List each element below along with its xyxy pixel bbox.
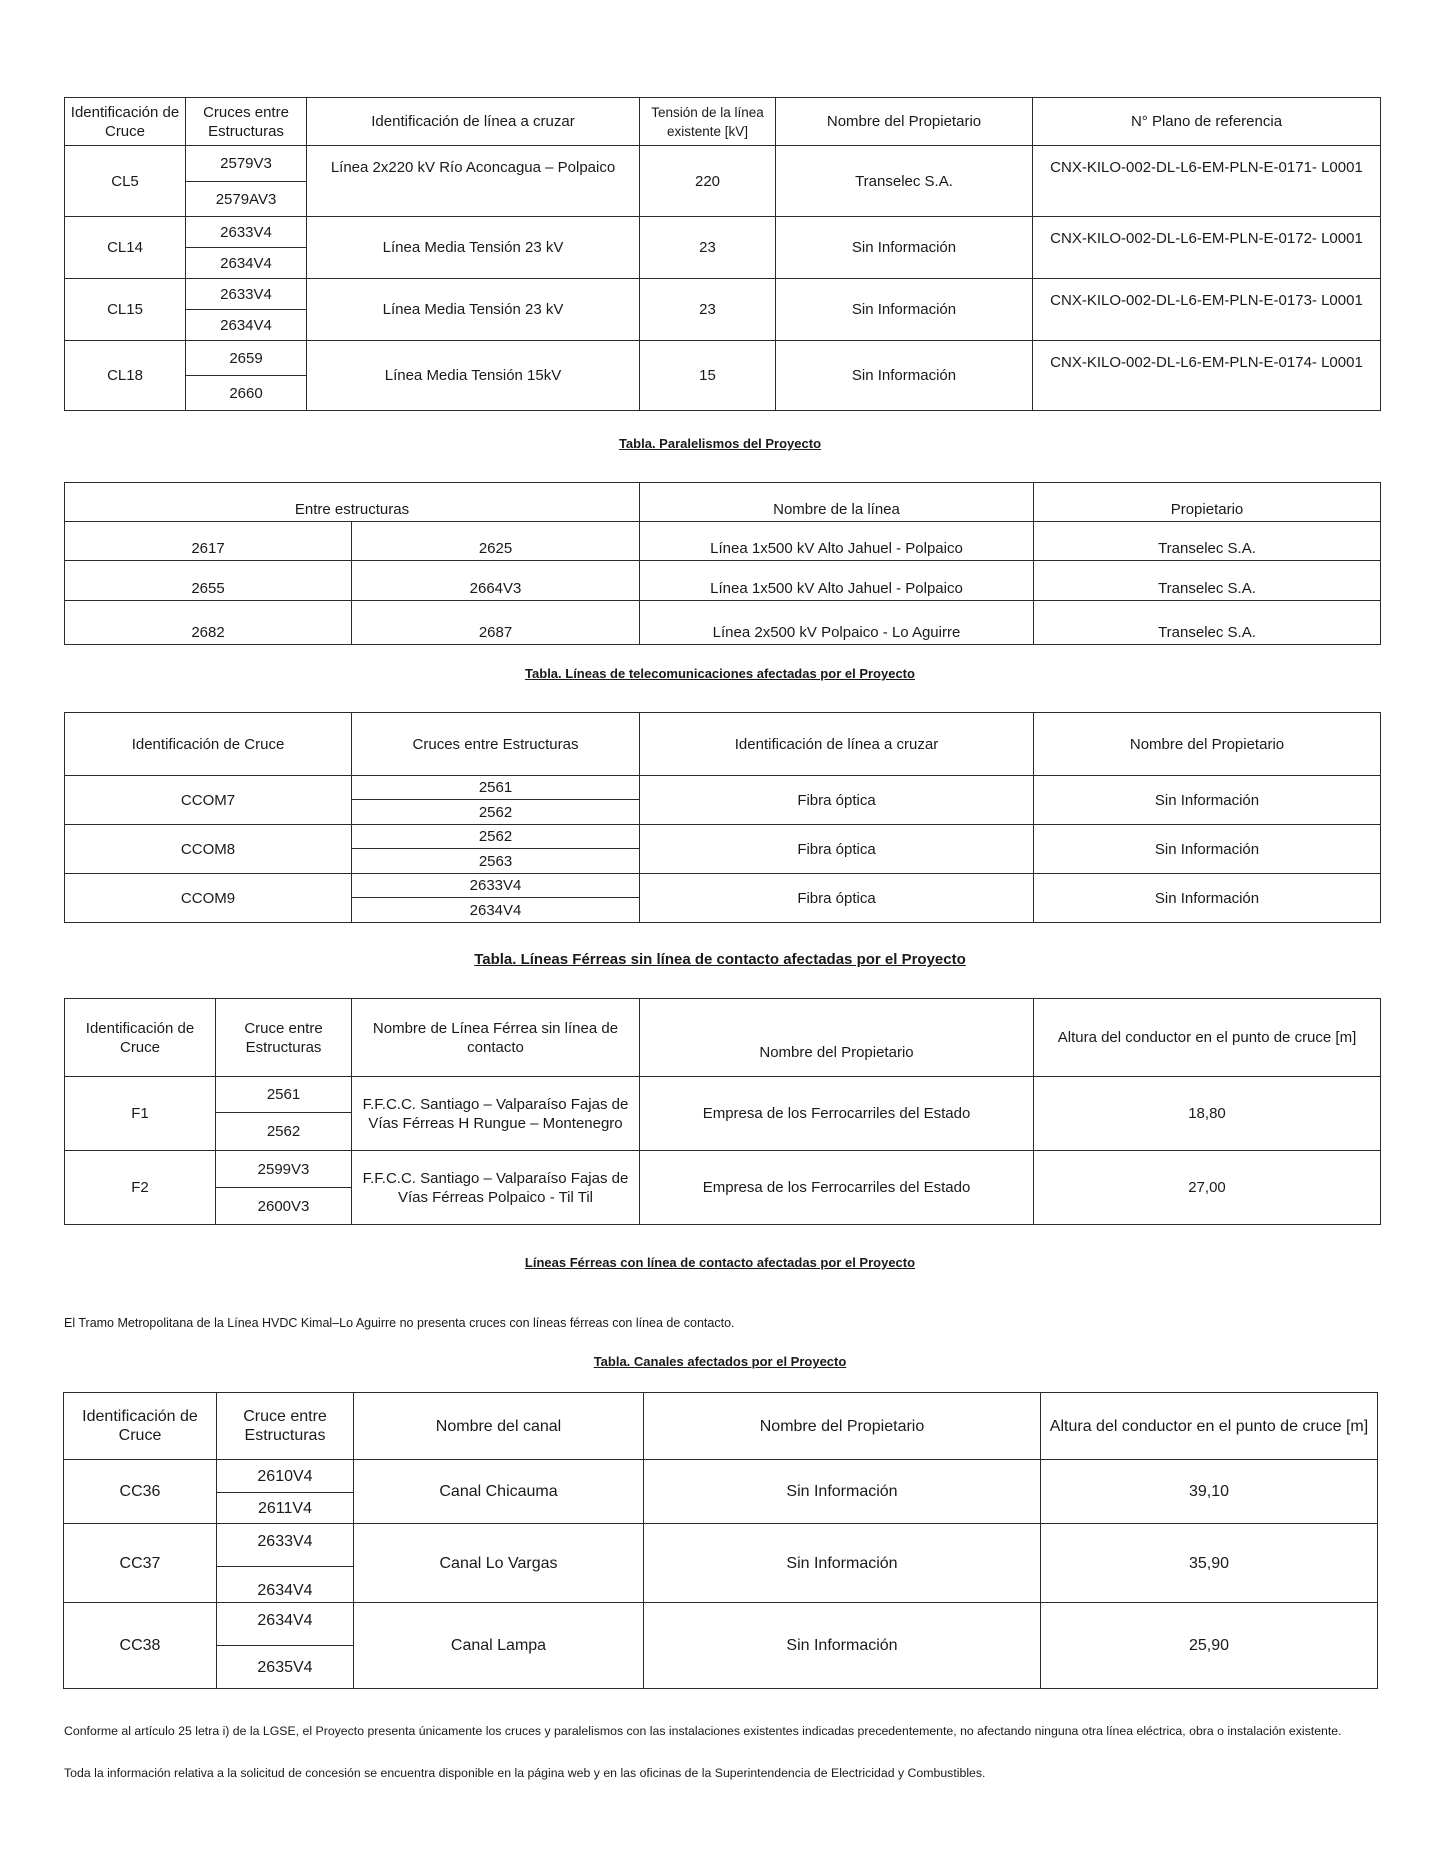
structure-cell: 2599V3 xyxy=(216,1151,352,1188)
conductor-height: 39,10 xyxy=(1041,1460,1378,1524)
structure-cell: 2634V4 xyxy=(217,1567,354,1603)
header-cell: Nombre del canal xyxy=(354,1393,644,1460)
owner: Transelec S.A. xyxy=(776,146,1033,217)
header-row xyxy=(65,999,1381,1077)
header-cell: Nombre del Propietario xyxy=(644,1393,1041,1460)
header-row xyxy=(65,713,1381,776)
structure-cell: 2562 xyxy=(352,825,640,849)
owner: Transelec S.A. xyxy=(1034,522,1381,561)
crossing-id: CCOM9 xyxy=(65,874,352,923)
structure-cell: 2634V4 xyxy=(186,248,307,279)
owner: Sin Información xyxy=(644,1524,1041,1603)
header-cell: Identificación de Cruce xyxy=(65,98,186,146)
cruces-table xyxy=(64,97,1381,411)
structure-cell: 2633V4 xyxy=(186,279,307,310)
table-row xyxy=(65,146,1381,182)
line-name: Fibra óptica xyxy=(640,776,1034,825)
line-name: Línea 2x220 kV Río Aconcagua – Polpaico xyxy=(307,146,640,217)
header-cell: Identificación de línea a cruzar xyxy=(640,713,1034,776)
structure-cell: 2625 xyxy=(352,522,640,561)
plan-reference: CNX-KILO-002-DL-L6-EM-PLN-E-0174- L0001 xyxy=(1033,341,1381,411)
structure-cell: 2634V4 xyxy=(352,898,640,923)
crossing-id: CL14 xyxy=(65,217,186,279)
caption-telecom: Tabla. Líneas de telecomunicaciones afectadas por el Proyecto xyxy=(525,666,915,681)
structure-cell: 2664V3 xyxy=(352,561,640,601)
line-name: Línea Media Tensión 15kV xyxy=(307,341,640,411)
table-row xyxy=(65,825,1381,849)
header-cell: Altura del conductor en el punto de cruce [m] xyxy=(1041,1393,1378,1460)
table-row xyxy=(65,1077,1381,1113)
header-cell: Propietario xyxy=(1034,483,1381,522)
structure-cell: 2579V3 xyxy=(186,146,307,182)
voltage: 23 xyxy=(640,217,776,279)
header-cell: N° Plano de referencia xyxy=(1033,98,1381,146)
conductor-height: 27,00 xyxy=(1034,1151,1381,1225)
voltage: 220 xyxy=(640,146,776,217)
structure-cell: 2655 xyxy=(65,561,352,601)
line-name: Línea Media Tensión 23 kV xyxy=(307,279,640,341)
table-row xyxy=(65,217,1381,248)
crossing-id: CL5 xyxy=(65,146,186,217)
crossing-id: CC37 xyxy=(64,1524,217,1603)
owner: Sin Información xyxy=(644,1460,1041,1524)
canales-table xyxy=(63,1392,1378,1689)
crossing-id: CC36 xyxy=(64,1460,217,1524)
canal-name: Canal Lampa xyxy=(354,1603,644,1689)
table-row xyxy=(64,1603,1378,1646)
header-row xyxy=(65,483,1381,522)
line-name: Línea 1x500 kV Alto Jahuel - Polpaico xyxy=(640,522,1034,561)
conductor-height: 18,80 xyxy=(1034,1077,1381,1151)
table-row xyxy=(65,601,1381,645)
owner: Sin Información xyxy=(776,341,1033,411)
line-name: Fibra óptica xyxy=(640,874,1034,923)
table-row xyxy=(64,1460,1378,1493)
header-cell: Cruces entre Estructuras xyxy=(186,98,307,146)
owner: Sin Información xyxy=(1034,874,1381,923)
header-cell: Identificación de Cruce xyxy=(64,1393,217,1460)
line-name: Línea 1x500 kV Alto Jahuel - Polpaico xyxy=(640,561,1034,601)
header-cell: Nombre de la línea xyxy=(640,483,1034,522)
header-cell: Nombre del Propietario xyxy=(1034,713,1381,776)
line-name: Línea 2x500 kV Polpaico - Lo Aguirre xyxy=(640,601,1034,645)
line-name: Fibra óptica xyxy=(640,825,1034,874)
plan-reference: CNX-KILO-002-DL-L6-EM-PLN-E-0171- L0001 xyxy=(1033,146,1381,217)
structure-cell: 2659 xyxy=(186,341,307,376)
paralelismos-table xyxy=(64,482,1381,645)
header-cell: Identificación de Cruce xyxy=(65,999,216,1077)
owner: Sin Información xyxy=(776,217,1033,279)
voltage: 23 xyxy=(640,279,776,341)
voltage: 15 xyxy=(640,341,776,411)
structure-cell: 2562 xyxy=(216,1113,352,1151)
header-cell: Nombre de Línea Férrea sin línea de contacto xyxy=(352,999,640,1077)
header-cell: Cruce entre Estructuras xyxy=(216,999,352,1077)
crossing-id: CL15 xyxy=(65,279,186,341)
crossing-id: CL18 xyxy=(65,341,186,411)
structure-cell: 2562 xyxy=(352,800,640,825)
crossing-id: CC38 xyxy=(64,1603,217,1689)
table-row xyxy=(65,1151,1381,1188)
header-cell: Nombre del Propietario xyxy=(640,999,1034,1077)
table-row xyxy=(65,522,1381,561)
structure-cell: 2634V4 xyxy=(186,310,307,341)
caption-canales: Tabla. Canales afectados por el Proyecto xyxy=(593,1354,847,1369)
owner: Transelec S.A. xyxy=(1034,601,1381,645)
owner: Sin Información xyxy=(644,1603,1041,1689)
canal-name: Canal Chicauma xyxy=(354,1460,644,1524)
caption-contacto: Líneas Férreas con línea de contacto afectadas por el Proyecto xyxy=(524,1255,916,1270)
crossing-id: CCOM7 xyxy=(65,776,352,825)
structure-cell: 2579AV3 xyxy=(186,182,307,217)
structure-cell: 2600V3 xyxy=(216,1188,352,1225)
header-cell: Nombre del Propietario xyxy=(776,98,1033,146)
telecom-table xyxy=(64,712,1381,923)
canal-name: Canal Lo Vargas xyxy=(354,1524,644,1603)
structure-cell: 2563 xyxy=(352,849,640,874)
structure-cell: 2611V4 xyxy=(217,1493,354,1524)
crossing-id: F2 xyxy=(65,1151,216,1225)
header-row xyxy=(65,98,1381,146)
structure-cell: 2633V4 xyxy=(217,1524,354,1567)
crossing-id: F1 xyxy=(65,1077,216,1151)
structure-cell: 2610V4 xyxy=(217,1460,354,1493)
railway-name: F.F.C.C. Santiago – Valparaíso Fajas de Vías Férreas Polpaico - Til Til xyxy=(352,1151,640,1225)
caption-ferreas: Tabla. Líneas Férreas sin línea de contacto afectadas por el Proyecto xyxy=(474,951,966,968)
footer-paragraph-2: Toda la información relativa a la solicitud de concesión se encuentra disponible en la página web y en las oficinas de la Superintendencia de Electricidad y Combustibles. xyxy=(64,1766,986,1780)
structure-cell: 2634V4 xyxy=(217,1603,354,1646)
structure-cell: 2635V4 xyxy=(217,1646,354,1689)
contacto-paragraph: El Tramo Metropolitana de la Línea HVDC Kimal–Lo Aguirre no presenta cruces con líneas férreas con línea de contacto. xyxy=(64,1316,735,1330)
table-row xyxy=(65,279,1381,310)
caption-paralelismos: Tabla. Paralelismos del Proyecto xyxy=(618,436,822,451)
structure-cell: 2687 xyxy=(352,601,640,645)
conductor-height: 35,90 xyxy=(1041,1524,1378,1603)
table-row xyxy=(64,1524,1378,1567)
plan-reference: CNX-KILO-002-DL-L6-EM-PLN-E-0173- L0001 xyxy=(1033,279,1381,341)
structure-cell: 2682 xyxy=(65,601,352,645)
structure-cell: 2561 xyxy=(216,1077,352,1113)
structure-cell: 2633V4 xyxy=(352,874,640,898)
owner: Sin Información xyxy=(776,279,1033,341)
plan-reference: CNX-KILO-002-DL-L6-EM-PLN-E-0172- L0001 xyxy=(1033,217,1381,279)
table-row xyxy=(65,776,1381,800)
header-cell: Identificación de Cruce xyxy=(65,713,352,776)
header-cell: Entre estructuras xyxy=(65,483,640,522)
table-row xyxy=(65,341,1381,376)
railway-name: F.F.C.C. Santiago – Valparaíso Fajas de Vías Férreas H Rungue – Montenegro xyxy=(352,1077,640,1151)
structure-cell: 2660 xyxy=(186,376,307,411)
header-cell: Cruce entre Estructuras xyxy=(217,1393,354,1460)
header-cell: Tensión de la línea existente [kV] xyxy=(640,98,776,146)
footer-paragraph-1: Conforme al artículo 25 letra i) de la LGSE, el Proyecto presenta únicamente los cruces y paralelismos con las instalaciones existentes indicadas precedentemente, no afectando ninguna otra línea eléctrica, obra o instalación existente. xyxy=(64,1724,1342,1738)
header-cell: Cruces entre Estructuras xyxy=(352,713,640,776)
owner: Sin Información xyxy=(1034,776,1381,825)
header-cell: Altura del conductor en el punto de cruce [m] xyxy=(1034,999,1381,1077)
owner: Empresa de los Ferrocarriles del Estado xyxy=(640,1077,1034,1151)
owner: Transelec S.A. xyxy=(1034,561,1381,601)
structure-cell: 2561 xyxy=(352,776,640,800)
line-name: Línea Media Tensión 23 kV xyxy=(307,217,640,279)
conductor-height: 25,90 xyxy=(1041,1603,1378,1689)
crossing-id: CCOM8 xyxy=(65,825,352,874)
owner: Sin Información xyxy=(1034,825,1381,874)
ferreas-table xyxy=(64,998,1381,1225)
structure-cell: 2633V4 xyxy=(186,217,307,248)
table-row xyxy=(65,874,1381,898)
header-row xyxy=(64,1393,1378,1460)
owner: Empresa de los Ferrocarriles del Estado xyxy=(640,1151,1034,1225)
header-cell: Identificación de línea a cruzar xyxy=(307,98,640,146)
table-row xyxy=(65,561,1381,601)
structure-cell: 2617 xyxy=(65,522,352,561)
